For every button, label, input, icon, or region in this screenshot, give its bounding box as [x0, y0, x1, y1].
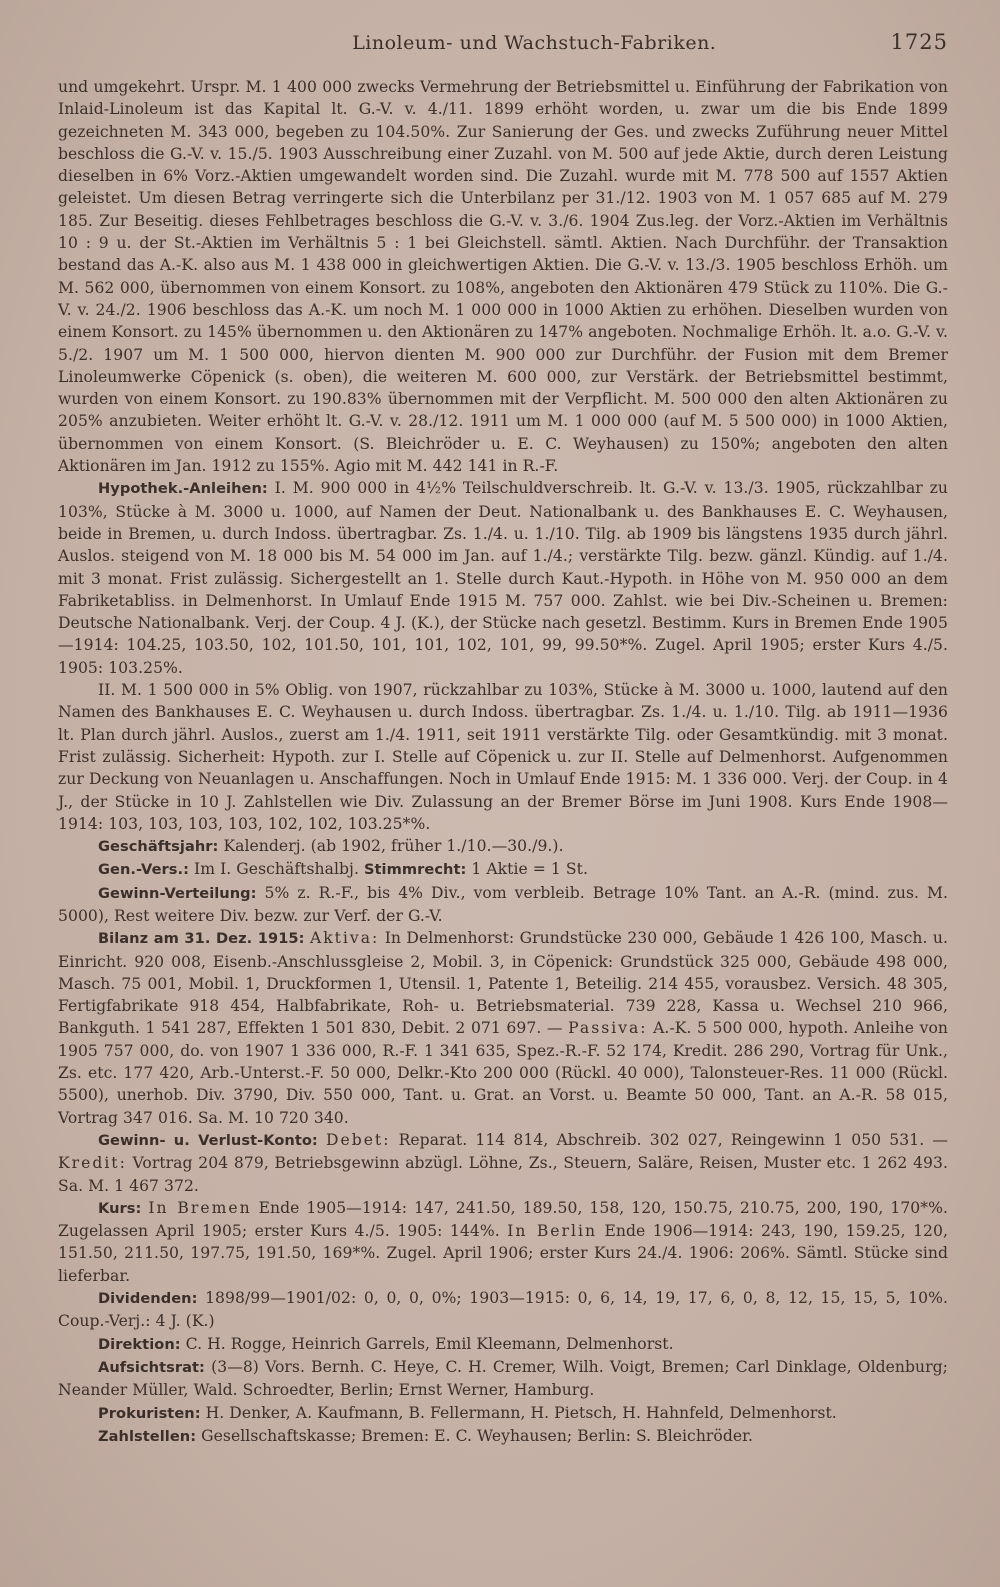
authorized-signatories-text: H. Denker, A. Kaufmann, B. Fellermann, H. Pietsch, H. Hahnfeld, Delmenhorst. [200, 1403, 837, 1422]
page-number: 1725 [890, 30, 948, 54]
paying-agents-text: Gesellschaftskasse; Bremen: E. C. Weyhausen; Berlin: S. Bleichröder. [196, 1426, 753, 1445]
general-meeting-label: Gen.-Vers.: [98, 861, 190, 879]
general-meeting-paragraph [58, 858, 948, 881]
supervisory-board-paragraph [58, 1356, 948, 1402]
mortgage-loans-text-2: II. M. 1 500 000 in 5% Oblig. von 1907, rückzahlbar zu 103%, Stücke à M. 3000 u. 1000, lautend auf den Namen des Bankhauses E. C. Weyhausen u. durch Indoss. übertragbar. Zs. 1./4. u. 1./10. Tilg. ab 1911—1936 lt. Plan durch jährl. Auslos., zuerst am 1./4. 1911, seit 1911 verstärkte Tilg. oder Gesamtkündig. mit 3 monat. Frist zulässig. Sicherheit: Hypoth. zur I. Stelle auf Cöpenick u. zur II. Stelle auf Delmenhorst. Aufgenommen zur Deckung von Neuanlagen u. Anschaffungen. Noch in Umlauf Ende 1915: M. 1 336 000. Verj. der Coup. in 4 J., der Stücke in 10 J. Zahlstellen wie Div. Zulassung an der Bremer Börse im Juni 1908. Kurs Ende 1908—1914: 103, 103, 103, 103, 102, 102, 103.25*%. [58, 681, 948, 833]
berlin-label: In Berlin [507, 1222, 597, 1241]
balance-sheet-paragraph [58, 927, 948, 1129]
liabilities-label: Passiva: [568, 1019, 648, 1038]
fiscal-year-text: Kalenderj. (ab 1902, früher 1./10.—30./9.). [218, 837, 564, 856]
management-label: Direktion: [98, 1335, 181, 1353]
profit-distribution-label: Gewinn-Verteilung: [98, 884, 257, 902]
profit-distribution-text: 5% z. R.-F., bis 4% Div., vom verbleib. Betrage 10% Tant. an A.-R. (mind. zus. M. 5000), Rest weitere Div. bezw. zur Verf. der G.-V. [58, 883, 948, 925]
dividends-label: Dividenden: [98, 1290, 198, 1308]
voting-right-text: 1 Aktie = 1 St. [466, 860, 588, 879]
management-text: C. H. Rogge, Heinrich Garrels, Emil Kleemann, Delmenhorst. [180, 1334, 674, 1353]
supervisory-board-label: Aufsichtsrat: [98, 1358, 205, 1376]
page-body [58, 76, 948, 1448]
profit-loss-label: Gewinn- u. Verlust-Konto: [98, 1131, 318, 1149]
mortgage-loans-label: Hypothek.-Anleihen: [98, 480, 268, 498]
liabilities-text: A.-K. 5 500 000, hypoth. Anleihe von 1905 757 000, do. von 1907 1 336 000, R.-F. 1 341 635, Spez.-R.-F. 52 174, Kredit. 286 290, Vortrag für Unk., Zs. etc. 177 420, Arb.-Unterst.-F. 50 000, Delkr.-Kto 200 000 (Rückl. 40 000), Talonsteuer-Res. 11 000 (Rückl. 5500), unerhob. Div. 3790, Div. 550 000, Tant. u. Grat. an Vorst. u. Beamte 50 000, Tant. an A.-R. 58 015, Vortrag 347 016. Sa. M. 10 720 340. [58, 1019, 948, 1127]
balance-sheet-label: Bilanz am 31. Dez. 1915: [98, 930, 305, 948]
dividends-text: 1898/99—1901/02: 0, 0, 0, 0%; 1903—1915: 0, 6, 14, 19, 17, 6, 0, 8, 12, 15, 15, 5, 10%. Coup.-Verj.: 4 J. (K.) [58, 1289, 948, 1331]
paying-agents-label: Zahlstellen: [98, 1427, 197, 1445]
assets-text: In Delmenhorst: Grundstücke 230 000, Gebäude 1 426 100, Masch. u. Einricht. 920 008, Eisenb.-Anschlussgleise 2, Mobil. 3, in Cöpenick: Grundstück 325 000, Gebäude 498 000, Masch. 75 001, Mobil. 1, Druckformen 1, Utensil. 1, Patente 1, Beteilig. 214 455, vorausbez. Versich. 48 305, Fertigfabrikate 918 454, Halbfabrikate, Roh- u. Betriebsmaterial. 739 228, Kassa u. Wechsel 210 966, Bankguth. 1 541 287, Effekten 1 501 830, Debit. 2 071 697. — [58, 929, 948, 1038]
authorized-signatories-label: Prokuristen: [98, 1404, 201, 1422]
running-title: Linoleum- und Wachstuch-Fabriken. [352, 32, 717, 54]
supervisory-board-text: (3—8) Vors. Bernh. C. Heye, C. H. Cremer, Wilh. Voigt, Bremen; Carl Dinklage, Oldenburg; Neander Müller, Wald. Schroedter, Berlin; Ernst Werner, Hamburg. [58, 1357, 948, 1400]
profit-loss-paragraph [58, 1129, 948, 1197]
bremen-label: In Bremen [148, 1198, 252, 1217]
assets-label: Aktiva: [309, 929, 380, 948]
debit-text: Reparat. 114 814, Abschreib. 302 027, Reingewinn 1 050 531. — [390, 1130, 949, 1149]
credit-text: Vortrag 204 879, Betriebsgewinn abzügl. Löhne, Zs., Steuern, Saläre, Reisen, Muster etc. 1 262 493. Sa. M. 1 467 372. [58, 1154, 948, 1195]
credit-label: Kredit: [58, 1154, 127, 1173]
mortgage-loans-text-1: I. M. 900 000 in 4½% Teilschuldverschreib. lt. G.-V. v. 13./3. 1905, rückzahlbar zu 103%, Stücke à M. 3000 u. 1000, auf Namen der Deut. Nationalbank u. des Bankhauses E. C. Weyhausen, beide in Bremen, u. durch Indoss. übertragbar. Zs. 1./4. u. 1./10. Tilg. ab 1909 bis längstens 1935 durch jährl. Auslos. steigend von M. 18 000 bis M. 54 000 im Jan. auf 1./4.; verstärkte Tilg. bezw. gänzl. Kündig. auf 1./4. mit 3 monat. Frist zulässig. Sichergestellt an 1. Stelle durch Kaut.-Hypoth. in Höhe von M. 950 000 an dem Fabriketabliss. in Delmenhorst. In Umlauf Ende 1915 M. 757 000. Zahlst. wie bei Div.-Scheinen u. Bremen: Deutsche Nationalbank. Verj. der Coup. 4 J. (K.), der Stücke nach gesetzl. Bestimm. Kurs in Bremen Ende 1905—1914: 104.25, 103.50, 102, 101.50, 101, 101, 102, 101, 99, 99.50*%. Zugel. April 1905; erster Kurs 4./5. 1905: 103.25%. [58, 479, 948, 677]
page-header [58, 30, 948, 64]
authorized-signatories-paragraph [58, 1402, 948, 1425]
paying-agents-paragraph [58, 1425, 948, 1448]
voting-right-label: Stimmrecht: [363, 861, 467, 879]
share-price-paragraph [58, 1197, 948, 1287]
fiscal-year-label: Geschäftsjahr: [98, 838, 219, 856]
dividends-paragraph [58, 1287, 948, 1333]
capital-history-paragraph: und umgekehrt. Urspr. M. 1 400 000 zwecks Vermehrung der Betriebsmittel u. Einführung der Fabrikation von Inlaid-Linoleum ist das Kapital lt. G.-V. v. 4./11. 1899 erhöht worden, u. zwar um die bis Ende 1899 gezeichneten M. 343 000, begeben zu 104.50%. Zur Sanierung der Ges. und zwecks Zuführung neuer Mittel beschloss die G.-V. v. 15./5. 1903 Ausschreibung einer Zuzahl. von M. 500 auf jede Aktie, durch deren Leistung dieselben in 6% Vorz.-Aktien umgewandelt worden sind. Die Zuzahl. wurde mit M. 778 500 auf 1557 Aktien geleistet. Um diesen Betrag verringerte sich die Unterbilanz per 31./12. 1903 von M. 1 057 685 auf M. 279 185. Zur Beseitig. dieses Fehlbetrages beschloss die G.-V. v. 3./6. 1904 Zus.leg. der Vorz.-Aktien im Verhältnis 10 : 9 u. der St.-Aktien im Verhältnis 5 : 1 bei Gleichstell. sämtl. Aktien. Nach Durchführ. der Transaktion bestand das A.-K. also aus M. 1 438 000 in gleichwertigen Aktien. Die G.-V. v. 13./3. 1905 beschloss Erhöh. um M. 562 000, übernommen von einem Konsort. zu 108%, angeboten den Aktionären 479 Stück zu 110%. Die G.-V. v. 24./2. 1906 beschloss das A.-K. um noch M. 1 000 000 in 1000 Aktien zu erhöhen. Dieselben wurden von einem Konsort. zu 145% übernommen u. den Aktionären zu 147% angeboten. Nochmalige Erhöh. lt. a.o. G.-V. v. 5./2. 1907 um M. 1 500 000, hiervon dienten M. 900 000 zur Durchführ. der Fusion mit dem Bremer Linoleumwerke Cöpenick (s. oben), die weiteren M. 600 000, zur Verstärk. der Betriebsmittel bestimmt, wurden von einem Konsort. zu 190.83% übernommen mit der Verpflicht. M. 500 000 den alten Aktionären zu 205% anzubieten. Weiter erhöht lt. G.-V. v. 28./12. 1911 um M. 1 000 000 (auf M. 5 500 000) in 1000 Aktien, übernommen von einem Konsort. (S. Bleichröder u. E. C. Weyhausen) zu 150%; angeboten den alten Aktionären im Jan. 1912 zu 155%. Agio mit M. 442 141 in R.-F. [58, 78, 948, 476]
mortgage-loans-paragraph-2 [58, 679, 948, 835]
general-meeting-text: Im I. Geschäftshalbj. [189, 860, 364, 879]
share-price-text-2: Ende 1906—1914: 243, 190, 159.25, 120, 151.50, 211.50, 197.75, 191.50, 169*%. Zugel. April 1906; erster Kurs 24./4. 1906: 206%. Sämtl. Stücke sind lieferbar. [58, 1222, 949, 1285]
profit-distribution-paragraph [58, 882, 948, 928]
fiscal-year-paragraph [58, 835, 948, 858]
share-price-text-1: Ende 1905—1914: 147, 241.50, 189.50, 158, 120, 150.75, 210.75, 200, 190, 170*%. Zugelassen April 1905; erster Kurs 4./5. 1905: 144%. [58, 1198, 948, 1241]
debit-label: Debet: [325, 1130, 391, 1149]
management-paragraph [58, 1333, 948, 1356]
mortgage-loans-paragraph [58, 477, 948, 679]
share-price-label: Kurs: [98, 1199, 142, 1217]
